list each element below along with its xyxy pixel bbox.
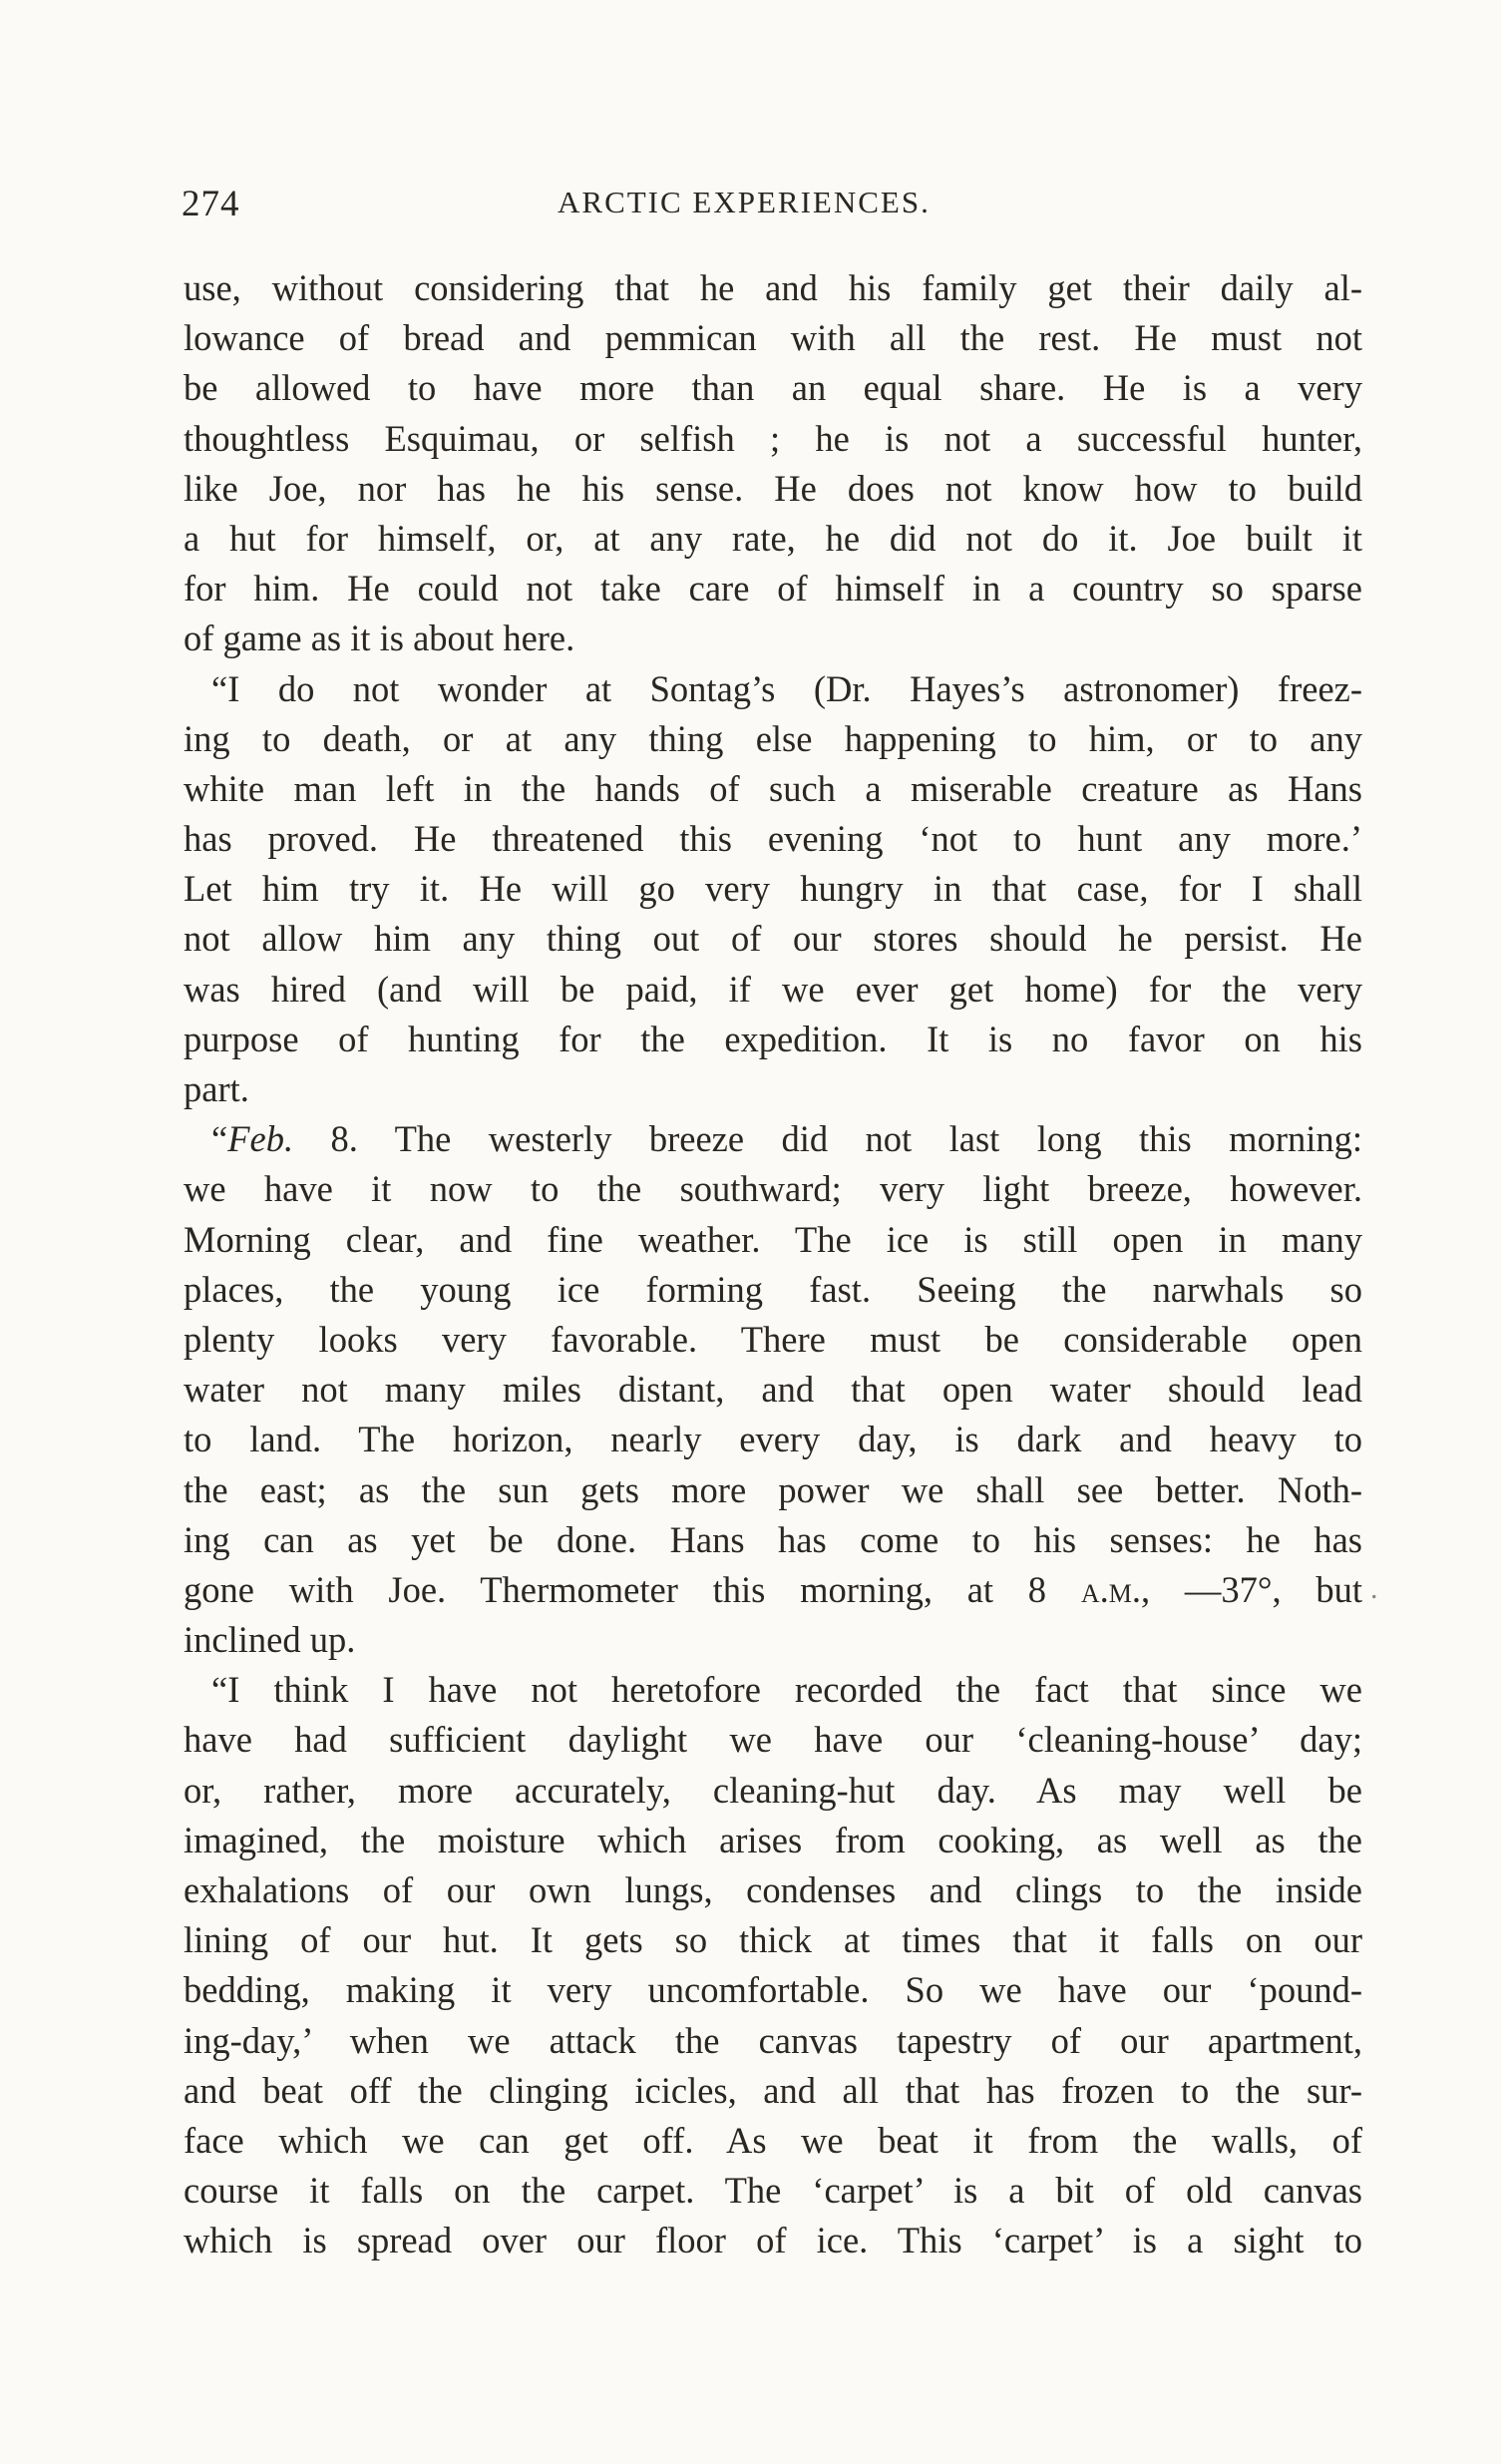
text-line: lining of our hut. It gets so thick at times that it falls on our — [184, 1919, 1362, 1961]
text-line: bedding, making it very uncomfortable. So we have our ‘pound- — [184, 1969, 1362, 2011]
text-line: has proved. He threatened this evening ‘not to hunt any more.’ — [184, 818, 1362, 860]
text-line: ing-day,’ when we attack the canvas tapestry of our apartment, — [184, 2019, 1362, 2061]
text-line: ing to death, or at any thing else happening to him, or to any — [184, 717, 1362, 759]
text-line: of game as it is about here. — [184, 617, 575, 659]
paragraph-start-line: “I do not wonder at Sontag’s (Dr. Hayes’s astronomer) freez- — [211, 667, 1362, 709]
text-line: we have it now to the southward; very light breeze, however. — [184, 1168, 1362, 1210]
text-line: thoughtless Esquimau, or selfish ; he is not a successful hunter, — [184, 417, 1362, 459]
text-line: use, without considering that he and his family get their daily al- — [184, 267, 1362, 308]
text-line: lowance of bread and pemmican with all the rest. He must not — [184, 317, 1362, 359]
text-line: not allow him any thing out of our stores should he persist. He — [184, 918, 1362, 960]
text-line: was hired (and will be paid, if we ever get home) for the very — [184, 968, 1362, 1010]
date-month: Feb. — [227, 1118, 294, 1160]
text-line: or, rather, more accurately, cleaning-hut day. As may well be — [184, 1769, 1362, 1811]
text-line: white man left in the hands of such a miserable creature as Hans — [184, 767, 1362, 809]
text-line: and beat off the clinging icicles, and all that has frozen to the sur- — [184, 2069, 1362, 2111]
date-open-quote: “ — [211, 1118, 228, 1160]
text-line: face which we can get off. As we beat it from the walls, of — [184, 2119, 1362, 2161]
text-line: have had sufficient daylight we have our ‘cleaning-house’ day; — [184, 1719, 1362, 1761]
text-line: Morning clear, and fine weather. The ice is still open in many — [184, 1218, 1362, 1260]
dated-entry-line — [184, 1114, 1362, 1164]
thermometer-line — [184, 1565, 1362, 1615]
text-line: course it falls on the carpet. The ‘carpet’ is a bit of old canvas — [184, 2170, 1362, 2212]
text-line: part. — [184, 1068, 249, 1109]
text-line: purpose of hunting for the expedition. It is no favor on his — [184, 1018, 1362, 1059]
running-title: ARCTIC EXPERIENCES. — [558, 185, 931, 219]
text-line: to land. The horizon, nearly every day, is dark and heavy to — [184, 1419, 1362, 1460]
text-line: for him. He could not take care of himself in a country so sparse — [184, 568, 1362, 610]
text-line: ing can as yet be done. Hans has come to his senses: he has — [184, 1518, 1362, 1560]
text-line: Let him try it. He will go very hungry in that case, for I shall — [184, 868, 1362, 910]
text-line: inclined up. — [184, 1619, 356, 1661]
text-line: a hut for himself, or, at any rate, he did not do it. Joe built it — [184, 517, 1362, 559]
text-line: exhalations of our own lungs, condenses and clings to the inside — [184, 1869, 1362, 1910]
text-line: imagined, the moisture which arises from cooking, as well as the — [184, 1819, 1362, 1860]
text-line: which is spread over our floor of ice. This ‘carpet’ is a sight to — [184, 2220, 1362, 2261]
text-line: plenty looks very favorable. There must be considerable open — [184, 1318, 1362, 1360]
thermometer-text: gone with Joe. Thermometer this morning, at 8 — [184, 1568, 1047, 1610]
page-number: 274 — [182, 184, 240, 224]
text-line: the east; as the sun gets more power we shall see better. Noth- — [184, 1468, 1362, 1510]
paragraph-start-line: “I think I have not heretofore recorded the fact that since we — [211, 1669, 1362, 1711]
body-text — [184, 263, 1362, 2266]
temperature-text: —37°, but — [1150, 1568, 1362, 1610]
text-line: places, the young ice forming fast. Seeing the narwhals so — [184, 1268, 1362, 1310]
marginal-mark: . — [1370, 1572, 1378, 1605]
entry-text: The westerly breeze did not last long this morning: — [394, 1118, 1363, 1160]
running-head — [182, 183, 1363, 232]
text-line: water not many miles distant, and that open water should lead — [184, 1369, 1362, 1411]
date-day: 8. — [293, 1118, 358, 1160]
text-line: like Joe, nor has he his sense. He does not know how to build — [184, 467, 1362, 509]
time-abbreviation: a.m., — [1080, 1568, 1151, 1610]
text-line: be allowed to have more than an equal share. He is a very — [184, 367, 1362, 409]
